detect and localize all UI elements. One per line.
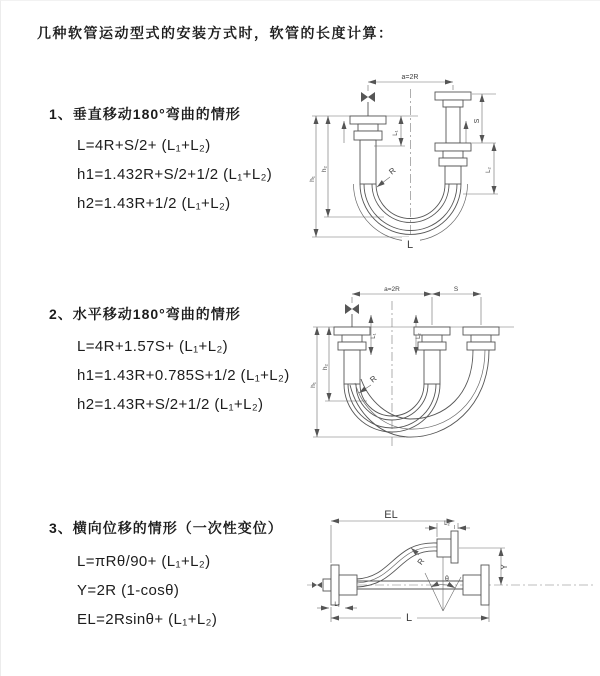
- formula: h2=1.43R+1/2 (L₁+L₂): [77, 195, 231, 212]
- radius-label: R: [415, 556, 427, 567]
- dim-label-a2r: a=2R: [384, 286, 400, 293]
- dim-label-l2: L₂: [486, 167, 492, 173]
- section-2-formulas: [77, 332, 290, 419]
- formula: L=4R+S/2+ (L₁+L₂): [77, 137, 211, 154]
- dim-label-l1: L₁: [393, 130, 399, 136]
- diagram-lateral-displacement: [299, 487, 600, 652]
- dim-label-a2r: a=2R: [401, 74, 419, 81]
- dim-label-s: S: [474, 118, 481, 124]
- dim-label-h2: h₂: [322, 363, 329, 371]
- valve-icon: [345, 304, 359, 327]
- section-2-heading: 2、水平移动180°弯曲的情形: [49, 306, 241, 322]
- formula: Y=2R (1-cosθ): [77, 582, 180, 599]
- angle-label: θ: [445, 576, 449, 583]
- valve-icon: [312, 582, 317, 588]
- radius-label: R: [368, 373, 379, 385]
- dim-label-l1: L₁: [334, 602, 340, 608]
- radius-label: R: [387, 165, 398, 177]
- diagram-horizontal-180-bend: [309, 279, 594, 464]
- section-3-heading: 3、横向位移的情形（一次性变位）: [49, 520, 283, 536]
- span-label: EL: [384, 509, 398, 521]
- page-title: 几种软管运动型式的安装方式时，软管的长度计算：: [37, 25, 394, 41]
- length-label: L: [406, 239, 414, 251]
- section-1-heading: 1、垂直移动180°弯曲的情形: [49, 106, 241, 122]
- dim-label-l2: L₂: [444, 521, 450, 527]
- formula: h1=1.43R+0.785S+1/2 (L₁+L₂): [77, 367, 290, 384]
- section-1-formulas: [77, 131, 272, 218]
- dim-label-h1: h₁: [310, 382, 317, 388]
- dim-label-h1: h₁: [309, 176, 316, 182]
- dim-label-s: S: [453, 286, 459, 293]
- dim-label-l2: L₂: [416, 333, 422, 339]
- diagram-vertical-180-bend: [306, 69, 591, 261]
- dimension-lines: [317, 521, 505, 622]
- hose-assembly: [334, 327, 499, 437]
- hose-assembly: [323, 531, 489, 605]
- formula: h1=1.432R+S/2+1/2 (L₁+L₂): [77, 166, 273, 183]
- formula: L=4R+1.57S+ (L₁+L₂): [77, 338, 229, 355]
- offset-label: Y: [500, 564, 509, 570]
- formula: EL=2Rsinθ+ (L₁+L₂): [77, 611, 218, 628]
- angle-construction: [425, 557, 461, 611]
- formula: L=πRθ/90+ (L₁+L₂): [77, 553, 211, 570]
- dim-label-l1: L₁: [371, 333, 377, 339]
- section-3-formulas: [77, 547, 217, 634]
- formula: h2=1.43R+S/2+1/2 (L₁+L₂): [77, 396, 264, 413]
- length-label: L: [405, 612, 413, 624]
- valve-icon: [361, 92, 375, 116]
- dim-label-h2: h₂: [321, 165, 328, 173]
- dimension-lines: [312, 82, 498, 237]
